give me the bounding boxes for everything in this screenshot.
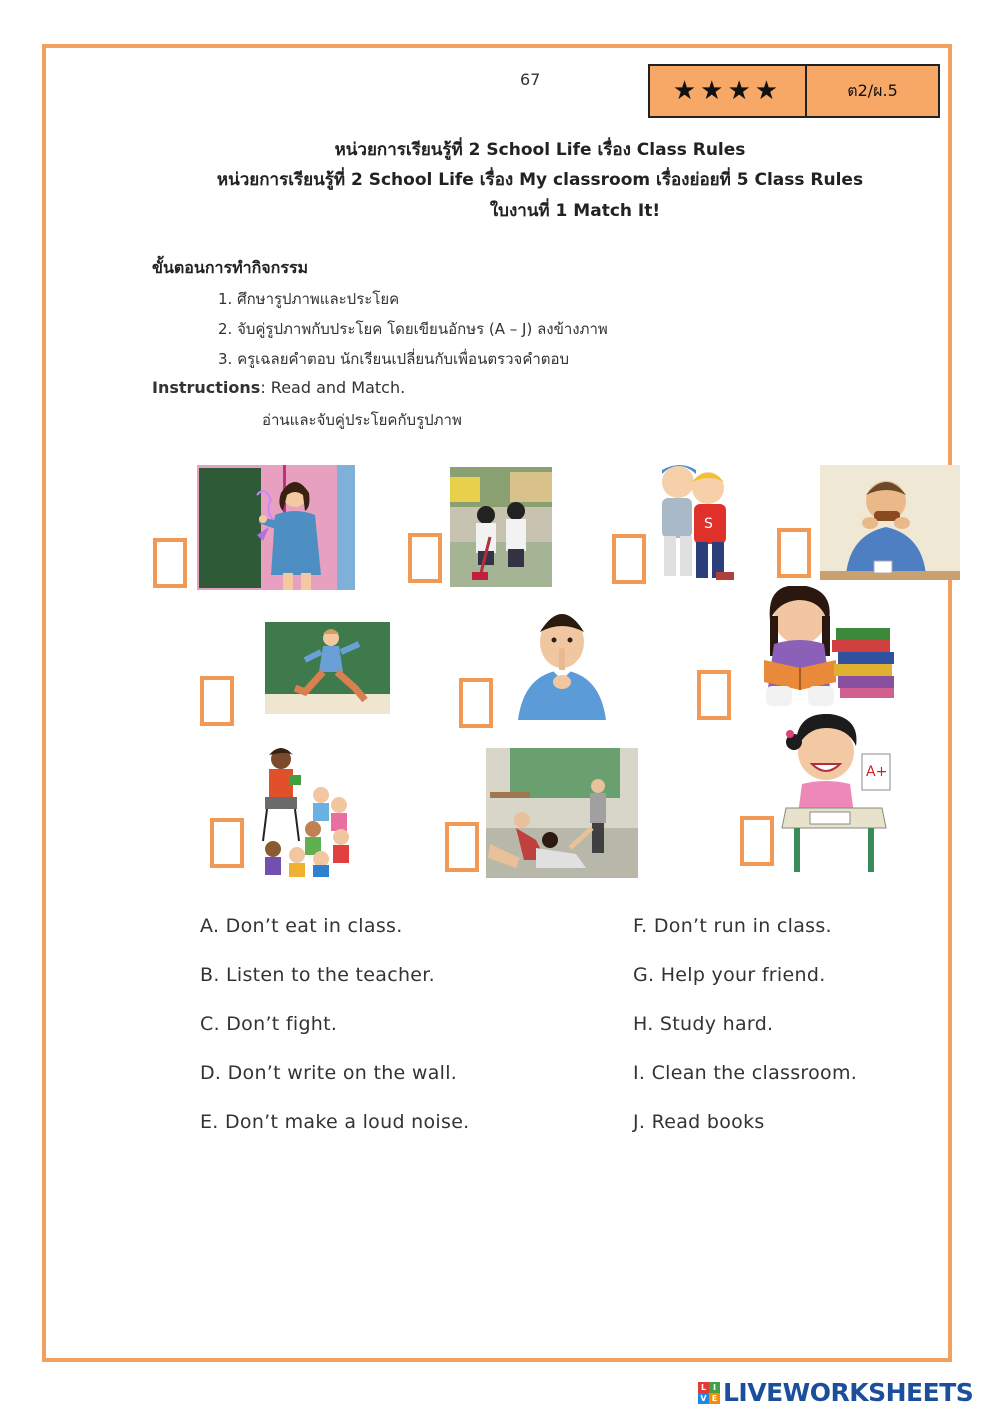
sentence-a: A. Don’t eat in class.: [200, 915, 403, 937]
instructions-label: Instructions: [152, 378, 261, 397]
sentence-g: G. Help your friend.: [633, 964, 826, 986]
instructions-text: : Read and Match.: [260, 378, 406, 397]
page-number: 67: [520, 70, 541, 89]
answer-box[interactable]: [210, 818, 244, 868]
logo-mark-icon: L I V E: [698, 1382, 720, 1404]
answer-box[interactable]: [153, 538, 187, 588]
sentence-i: I. Clean the classroom.: [633, 1062, 858, 1084]
sentence-d: D. Don’t write on the wall.: [200, 1062, 458, 1084]
friends-helping-picture: [650, 460, 740, 585]
sentence-j: J. Read books: [633, 1111, 765, 1133]
title-line-3: ใบงานที่ 1 Match It!: [489, 201, 661, 221]
students-fighting-picture: [486, 748, 638, 878]
girl-studying-a-plus-picture: [776, 714, 894, 874]
instructions-thai: อ่านและจับคู่ประโยคกับรูปภาพ: [262, 411, 462, 429]
answer-box[interactable]: [612, 534, 646, 584]
instructions: [152, 378, 405, 397]
procedure-step: 1. ศึกษารูปภาพและประโยค: [218, 290, 400, 308]
sentence-f: F. Don’t run in class.: [633, 915, 832, 937]
rating-badge: [648, 64, 940, 118]
girl-reading-books-picture: [740, 586, 910, 712]
teacher-with-students-picture: [255, 745, 357, 877]
grade-label: ต2/ผ.5: [847, 80, 898, 100]
sentence-c: C. Don’t fight.: [200, 1013, 338, 1035]
star-rating: ★★★★: [650, 66, 807, 116]
answer-box[interactable]: [459, 678, 493, 728]
svg-text:A+: A+: [866, 764, 888, 780]
man-eating-picture: [820, 465, 960, 580]
procedure-heading: ขั้นตอนการทำกิจกรรม: [152, 258, 309, 277]
students-cleaning-classroom-picture: [450, 467, 552, 587]
sentence-h: H. Study hard.: [633, 1013, 774, 1035]
answer-box[interactable]: [408, 533, 442, 583]
logo-text: LIVEWORKSHEETS: [723, 1378, 974, 1407]
liveworksheets-logo[interactable]: [698, 1378, 973, 1407]
answer-box[interactable]: [777, 528, 811, 578]
sentence-b: B. Listen to the teacher.: [200, 964, 435, 986]
title-line-1: หน่วยการเรียนรู้ที่ 2 School Life เรื่อง Class Rules: [334, 140, 746, 160]
procedure-step: 2. จับคู่รูปภาพกับประโยค โดยเขียนอักษร (A – J) ลงข้างภาพ: [218, 320, 608, 338]
procedure-step: 3. ครูเฉลยคำตอบ นักเรียนเปลี่ยนกับเพื่อนตรวจคำตอบ: [218, 350, 570, 368]
answer-box[interactable]: [200, 676, 234, 726]
title-line-2: หน่วยการเรียนรู้ที่ 2 School Life เรื่อง My classroom เรื่องย่อยที่ 5 Class Rules: [216, 170, 864, 190]
svg-text:S: S: [704, 516, 713, 532]
sentence-e: E. Don’t make a loud noise.: [200, 1111, 470, 1133]
answer-box[interactable]: [697, 670, 731, 720]
boy-running-picture: [265, 622, 390, 714]
man-shush-quiet-picture: [512, 606, 610, 720]
teacher-writing-on-wall-picture: [197, 465, 355, 590]
answer-box[interactable]: [445, 822, 479, 872]
answer-box[interactable]: [740, 816, 774, 866]
